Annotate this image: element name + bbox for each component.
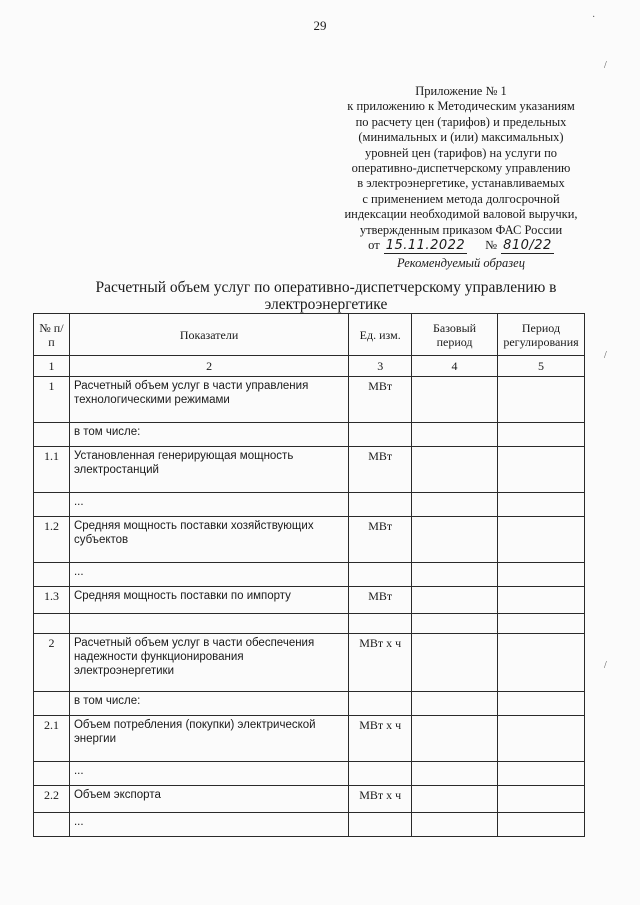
row-regulation-period	[497, 762, 584, 786]
table-row	[34, 813, 585, 837]
row-regulation-period	[497, 692, 584, 716]
table-row	[34, 614, 585, 634]
row-indicator: ...	[69, 493, 348, 517]
sample-label: Рекомендуемый образец	[397, 256, 525, 271]
row-indicator: ...	[69, 813, 348, 837]
row-base-period	[412, 563, 498, 587]
row-base-period	[412, 447, 498, 493]
appendix-line: индексации необходимой валовой выручки,	[344, 207, 578, 222]
row-regulation-period	[497, 813, 584, 837]
appendix-line: оперативно-диспетчерскому управлению	[351, 161, 571, 176]
row-unit	[349, 614, 412, 634]
table-row	[34, 377, 585, 423]
row-indicator: Средняя мощность поставки хозяйствующих субъектов	[69, 517, 348, 563]
appendix-line: в электроэнергетике, устанавливаемых	[357, 176, 565, 191]
row-unit	[349, 692, 412, 716]
row-number: 2.1	[34, 716, 70, 762]
row-base-period	[412, 517, 498, 563]
row-regulation-period	[497, 587, 584, 614]
row-unit: МВт х ч	[349, 634, 412, 692]
row-number: 1.1	[34, 447, 70, 493]
row-number: 2	[34, 634, 70, 692]
row-regulation-period	[497, 423, 584, 447]
col-number: 4	[412, 356, 498, 377]
row-number: 1.3	[34, 587, 70, 614]
row-number	[34, 692, 70, 716]
row-indicator: Объем экспорта	[69, 786, 348, 813]
table-row	[34, 563, 585, 587]
handwritten-number: 810/22	[503, 238, 552, 254]
scan-mark: /	[604, 350, 607, 361]
appendix-line: утвержденным приказом ФАС России	[359, 222, 563, 237]
row-base-period	[412, 634, 498, 692]
row-unit: МВт	[349, 377, 412, 423]
row-base-period	[412, 716, 498, 762]
row-unit	[349, 762, 412, 786]
row-indicator: в том числе:	[69, 692, 348, 716]
appendix-line: с применением метода долгосрочной	[362, 191, 560, 206]
row-base-period	[412, 614, 498, 634]
row-number: 1.2	[34, 517, 70, 563]
row-base-period	[412, 692, 498, 716]
row-regulation-period	[497, 634, 584, 692]
header-indicator: Показатели	[69, 314, 348, 356]
row-unit	[349, 813, 412, 837]
col-number: 5	[497, 356, 584, 377]
row-indicator: Средняя мощность поставки по импорту	[69, 587, 348, 614]
row-number	[34, 423, 70, 447]
row-regulation-period	[497, 493, 584, 517]
table-header-row	[34, 314, 585, 356]
row-base-period	[412, 786, 498, 813]
scan-mark: ·	[592, 12, 596, 23]
row-base-period	[412, 493, 498, 517]
row-regulation-period	[497, 517, 584, 563]
row-unit: МВт х ч	[349, 786, 412, 813]
row-regulation-period	[497, 614, 584, 634]
row-indicator: ...	[69, 563, 348, 587]
row-unit	[349, 493, 412, 517]
document-title: Расчетный объем услуг по оперативно-диспетчерскому управлению в электроэнергетике	[95, 279, 557, 313]
row-number	[34, 762, 70, 786]
row-unit: МВт х ч	[349, 716, 412, 762]
col-number: 3	[349, 356, 412, 377]
row-base-period	[412, 587, 498, 614]
row-base-period	[412, 377, 498, 423]
table-row	[34, 786, 585, 813]
column-number-row	[34, 356, 585, 377]
row-indicator: Объем потребления (покупки) электрической энергии	[69, 716, 348, 762]
row-number	[34, 493, 70, 517]
date-prefix: от	[368, 238, 380, 253]
row-regulation-period	[497, 447, 584, 493]
row-unit: МВт	[349, 587, 412, 614]
table-row	[34, 517, 585, 563]
row-unit: МВт	[349, 447, 412, 493]
table-row	[34, 634, 585, 692]
table-row	[34, 493, 585, 517]
row-unit	[349, 423, 412, 447]
row-indicator	[69, 614, 348, 634]
row-regulation-period	[497, 377, 584, 423]
header-base-period: Базовый период	[412, 314, 498, 356]
page-number: 29	[313, 18, 327, 33]
appendix-line: уровней цен (тарифов) на услуги по	[364, 145, 558, 160]
row-indicator: в том числе:	[69, 423, 348, 447]
services-table	[33, 313, 585, 837]
scan-mark: /	[604, 660, 607, 671]
order-date-number	[330, 238, 592, 254]
number-prefix: №	[485, 238, 498, 253]
header-regulation-period: Период регулирования	[497, 314, 584, 356]
scan-mark: /	[604, 60, 607, 71]
header-unit: Ед. изм.	[349, 314, 412, 356]
row-number	[34, 614, 70, 634]
row-number: 2.2	[34, 786, 70, 813]
table-row	[34, 447, 585, 493]
row-indicator: ...	[69, 762, 348, 786]
appendix-line: (минимальных и (или) максимальных)	[358, 130, 564, 145]
appendix-line: по расчету цен (тарифов) и предельных	[355, 114, 567, 129]
table-row	[34, 762, 585, 786]
row-indicator: Расчетный объем услуг в части управления технологическими режимами	[69, 377, 348, 423]
row-base-period	[412, 762, 498, 786]
row-unit: МВт	[349, 517, 412, 563]
row-number	[34, 813, 70, 837]
handwritten-date: 15.11.2022	[385, 238, 466, 254]
col-number: 2	[69, 356, 348, 377]
row-number	[34, 563, 70, 587]
table-row	[34, 587, 585, 614]
row-number: 1	[34, 377, 70, 423]
table-row	[34, 716, 585, 762]
row-unit	[349, 563, 412, 587]
col-number: 1	[34, 356, 70, 377]
row-indicator: Установленная генерирующая мощность электростанций	[69, 447, 348, 493]
row-regulation-period	[497, 786, 584, 813]
row-regulation-period	[497, 716, 584, 762]
row-base-period	[412, 813, 498, 837]
appendix-line: Приложение № 1	[415, 84, 507, 98]
row-indicator: Расчетный объем услуг в части обеспечения надежности функционирования электроэнергетики	[69, 634, 348, 692]
appendix-block	[330, 84, 592, 272]
table-row	[34, 423, 585, 447]
row-regulation-period	[497, 563, 584, 587]
appendix-line: к приложению к Методическим указаниям	[347, 99, 575, 114]
row-base-period	[412, 423, 498, 447]
table-row	[34, 692, 585, 716]
header-num: № п/п	[34, 314, 70, 356]
